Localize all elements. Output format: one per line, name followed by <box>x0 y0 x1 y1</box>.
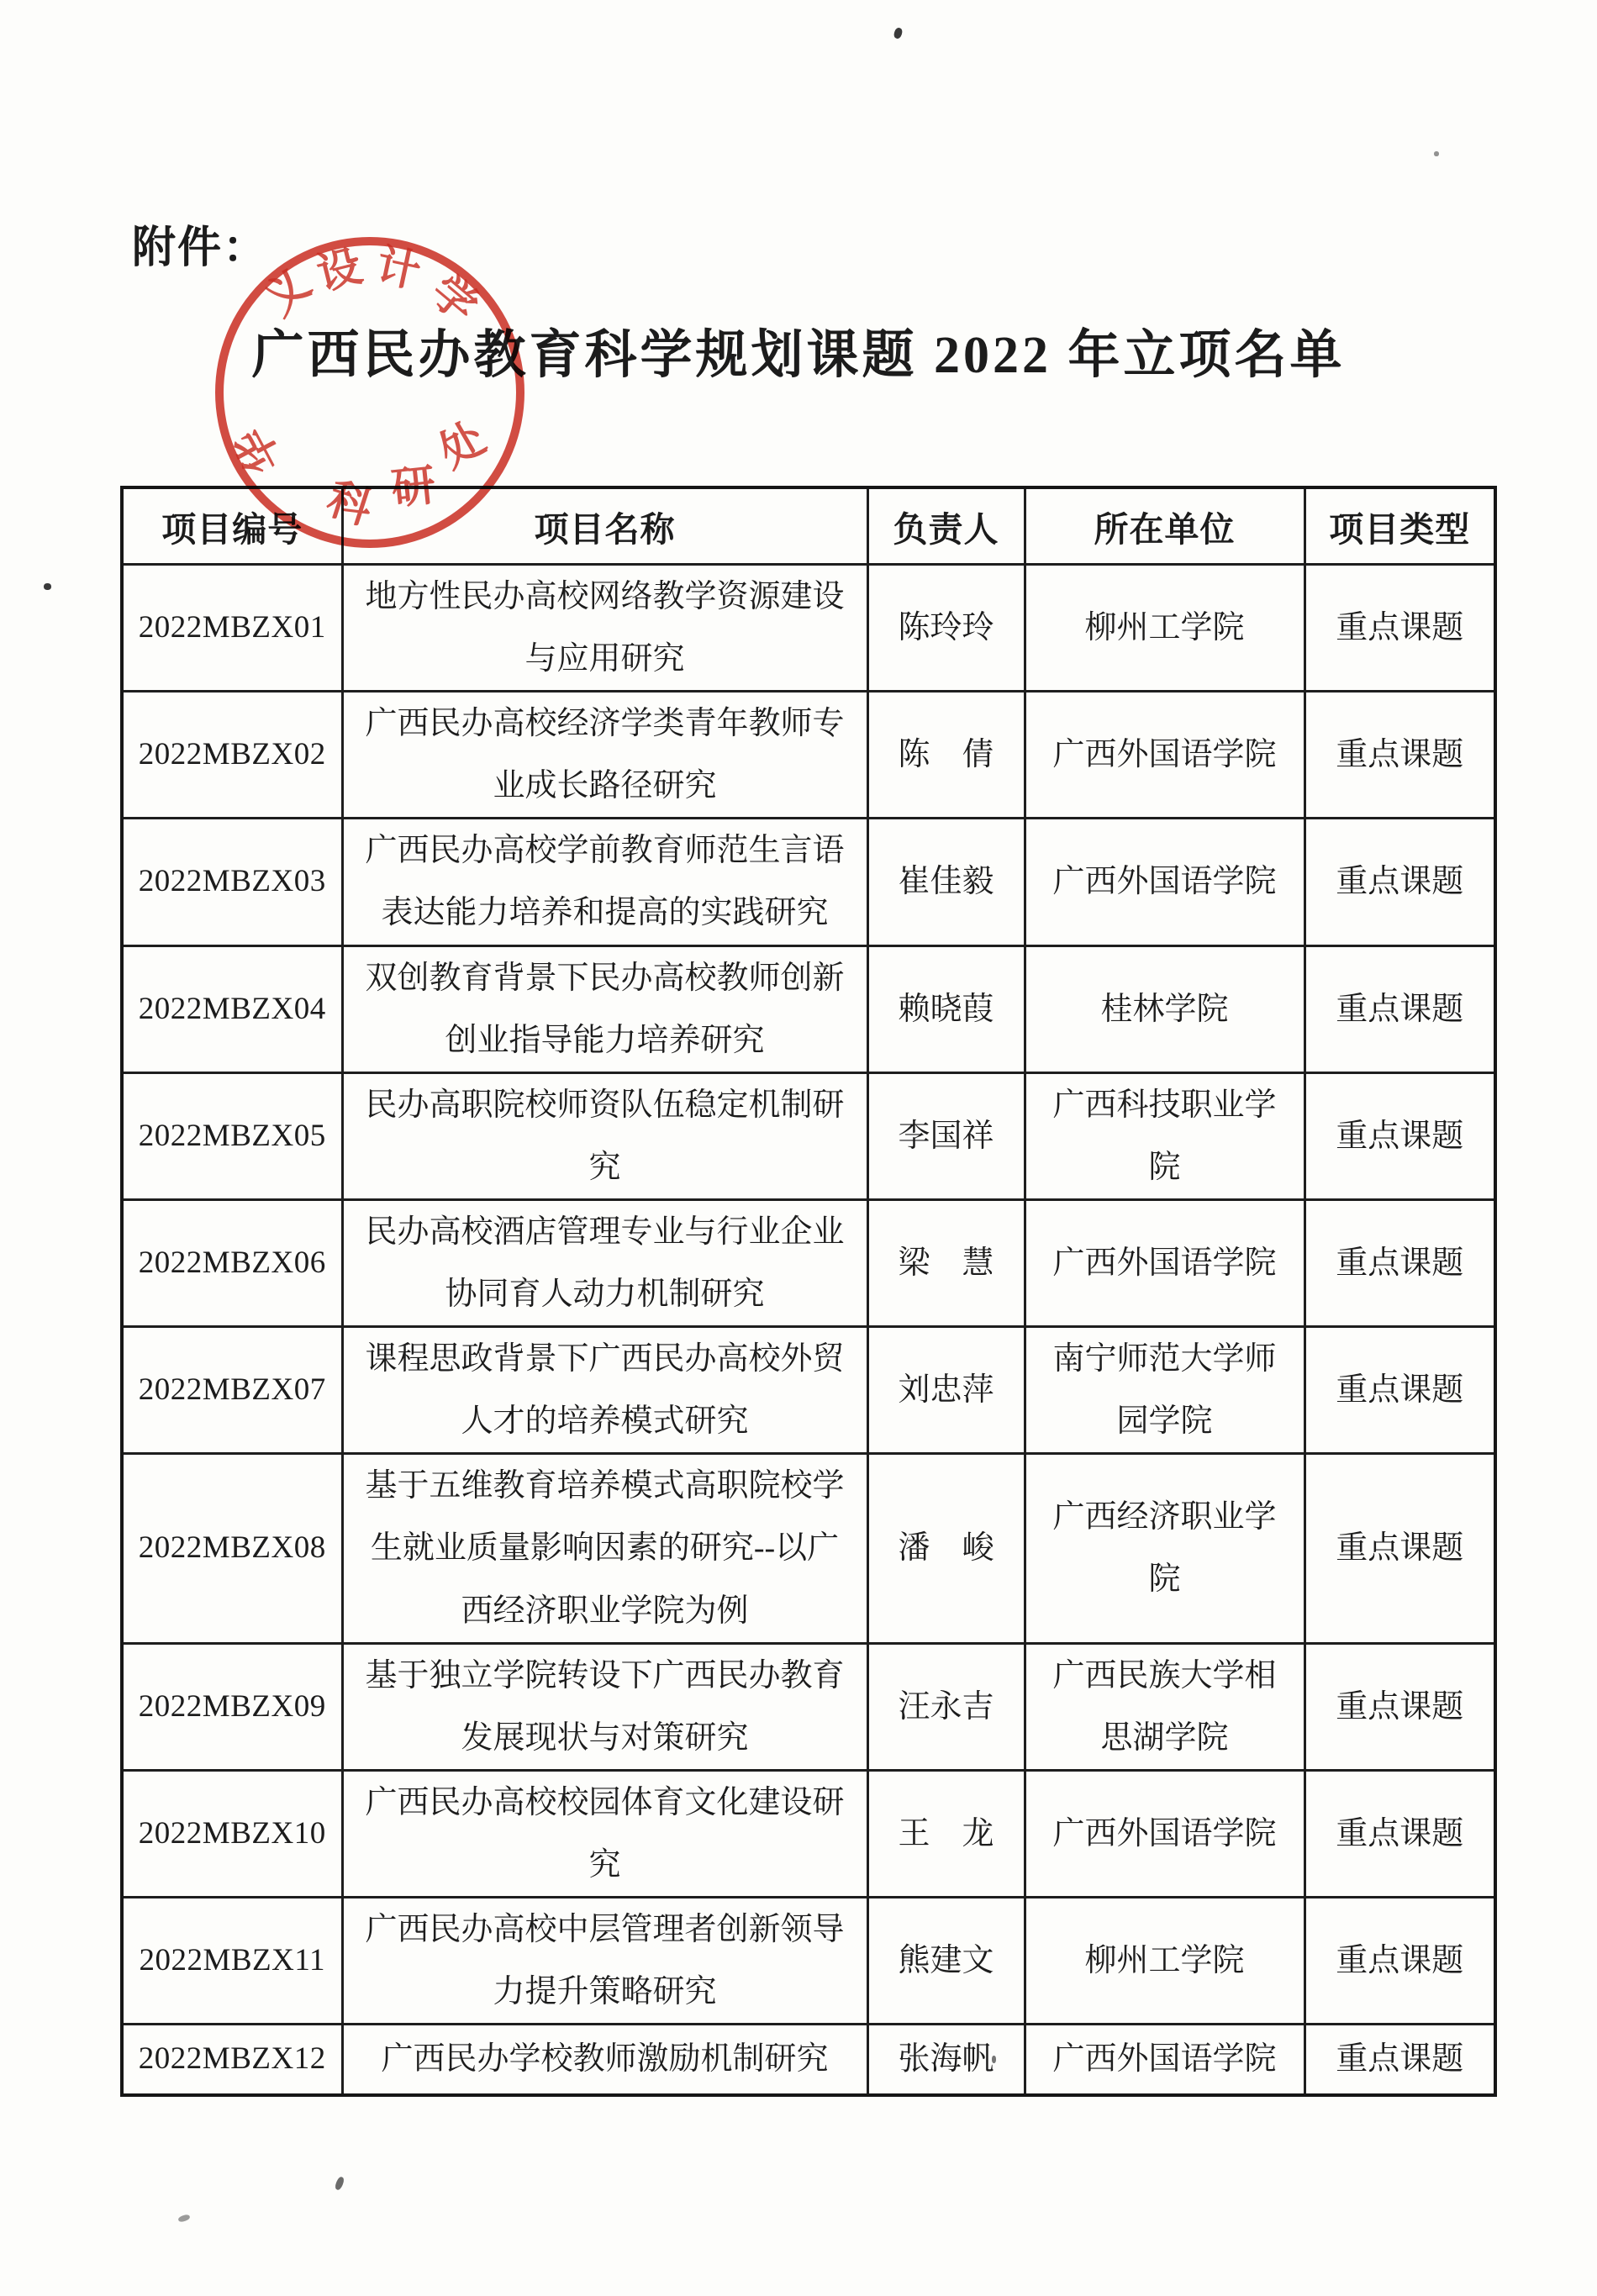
leader-cell: 李国祥 <box>867 1072 1025 1199</box>
project-name-cell: 地方性民办高校网络教学资源建设与应用研究 <box>342 565 867 692</box>
scan-artifact <box>44 583 51 590</box>
column-header-type: 项目类型 <box>1304 487 1495 565</box>
seal-char: 学 <box>421 266 487 332</box>
table-row <box>122 692 1495 819</box>
project-code-cell: 2022MBZX04 <box>122 945 342 1072</box>
project-name-cell: 广西民办高校校园体育文化建设研究 <box>342 1770 867 1897</box>
leader-cell: 潘 峻 <box>867 1454 1025 1643</box>
attachment-label: 附件： <box>132 224 269 272</box>
unit-cell: 桂林学院 <box>1025 945 1304 1072</box>
unit-cell: 柳州工学院 <box>1025 565 1304 692</box>
type-cell: 重点课题 <box>1304 1643 1495 1770</box>
column-header-unit: 所在单位 <box>1025 487 1304 565</box>
project-code-cell: 2022MBZX05 <box>122 1072 342 1199</box>
project-name-cell: 民办高职院校师资队伍稳定机制研究 <box>342 1072 867 1199</box>
type-cell: 重点课题 <box>1304 1199 1495 1326</box>
page-title: 广西民办教育科学规划课题 2022 年立项名单 <box>251 327 1346 384</box>
type-cell: 重点课题 <box>1304 692 1495 819</box>
project-name-cell: 广西民办高校中层管理者创新领导力提升策略研究 <box>342 1897 867 2024</box>
leader-cell: 王 龙 <box>867 1770 1025 1897</box>
type-cell: 重点课题 <box>1304 1770 1495 1897</box>
project-code-cell: 2022MBZX08 <box>122 1454 342 1643</box>
unit-cell: 广西外国语学院 <box>1025 2025 1304 2095</box>
project-name-cell: 课程思政背景下广西民办高校外贸人才的培养模式研究 <box>342 1327 867 1454</box>
unit-cell: 广西科技职业学院 <box>1025 1072 1304 1199</box>
seal-char: 科 <box>321 474 378 535</box>
column-header-leader: 负责人 <box>867 487 1025 565</box>
projects-table <box>120 486 1497 2097</box>
scan-artifact <box>334 2176 345 2191</box>
unit-cell: 广西外国语学院 <box>1025 1770 1304 1897</box>
seal-char: 处 <box>430 413 494 478</box>
project-name-cell: 广西民办高校学前教育师范生言语表达能力培养和提高的实践研究 <box>342 819 867 945</box>
leader-cell: 陈玲玲 <box>867 565 1025 692</box>
unit-cell: 柳州工学院 <box>1025 1897 1304 2024</box>
project-name-cell: 基于五维教育培养模式高职院校学生就业质量影响因素的研究--以广西经济职业学院为例 <box>342 1454 867 1643</box>
leader-cell: 崔佳毅 <box>867 819 1025 945</box>
type-cell: 重点课题 <box>1304 1454 1495 1643</box>
seal-char: 华 <box>227 419 291 482</box>
project-code-cell: 2022MBZX02 <box>122 692 342 819</box>
leader-cell: 汪永吉 <box>867 1643 1025 1770</box>
table-row <box>122 1643 1495 1770</box>
project-code-cell: 2022MBZX12 <box>122 2025 342 2095</box>
project-code-cell: 2022MBZX07 <box>122 1327 342 1454</box>
seal-char: 研 <box>389 461 438 514</box>
table-row <box>122 819 1495 945</box>
leader-cell: 刘忠萍 <box>867 1327 1025 1454</box>
type-cell: 重点课题 <box>1304 819 1495 945</box>
unit-cell: 广西外国语学院 <box>1025 819 1304 945</box>
unit-cell: 广西外国语学院 <box>1025 692 1304 819</box>
project-code-cell: 2022MBZX09 <box>122 1643 342 1770</box>
type-cell: 重点课题 <box>1304 2025 1495 2095</box>
project-name-cell: 双创教育背景下民办高校教师创新创业指导能力培养研究 <box>342 945 867 1072</box>
table-row <box>122 945 1495 1072</box>
project-name-cell: 广西民办学校教师激励机制研究 <box>342 2025 867 2095</box>
table-row <box>122 565 1495 692</box>
scan-artifact <box>893 27 904 39</box>
table-row <box>122 2025 1495 2095</box>
type-cell: 重点课题 <box>1304 1327 1495 1454</box>
seal-char: 计 <box>372 240 425 298</box>
table-row <box>122 1072 1495 1199</box>
project-code-cell: 2022MBZX06 <box>122 1199 342 1326</box>
type-cell: 重点课题 <box>1304 945 1495 1072</box>
table-header-row <box>122 487 1495 565</box>
project-code-cell: 2022MBZX11 <box>122 1897 342 2024</box>
project-name-cell: 民办高校酒店管理专业与行业企业协同育人动力机制研究 <box>342 1199 867 1326</box>
project-code-cell: 2022MBZX10 <box>122 1770 342 1897</box>
leader-cell: 赖晓葭 <box>867 945 1025 1072</box>
column-header-name: 项目名称 <box>342 487 867 565</box>
table-row <box>122 1770 1495 1897</box>
leader-cell: 陈 倩 <box>867 692 1025 819</box>
column-header-code: 项目编号 <box>122 487 342 565</box>
unit-cell: 南宁师范大学师园学院 <box>1025 1327 1304 1454</box>
unit-cell: 广西外国语学院 <box>1025 1199 1304 1326</box>
project-name-cell: 基于独立学院转设下广西民办教育发展现状与对策研究 <box>342 1643 867 1770</box>
table-row <box>122 1454 1495 1643</box>
unit-cell: 广西经济职业学院 <box>1025 1454 1304 1643</box>
project-code-cell: 2022MBZX03 <box>122 819 342 945</box>
project-code-cell: 2022MBZX01 <box>122 565 342 692</box>
unit-cell: 广西民族大学相思湖学院 <box>1025 1643 1304 1770</box>
leader-cell: 梁 慧 <box>867 1199 1025 1326</box>
table-row <box>122 1199 1495 1326</box>
type-cell: 重点课题 <box>1304 1897 1495 2024</box>
type-cell: 重点课题 <box>1304 565 1495 692</box>
table-row <box>122 1897 1495 2024</box>
seal-char: 设 <box>312 241 367 300</box>
scan-artifact <box>1434 151 1439 156</box>
leader-cell: 熊建文 <box>867 1897 1025 2024</box>
project-name-cell: 广西民办高校经济学类青年教师专业成长路径研究 <box>342 692 867 819</box>
scan-artifact <box>177 2214 190 2223</box>
table-row <box>122 1327 1495 1454</box>
type-cell: 重点课题 <box>1304 1072 1495 1199</box>
leader-cell: 张海帆 <box>867 2025 1025 2095</box>
seal-char: 义 <box>255 260 320 325</box>
